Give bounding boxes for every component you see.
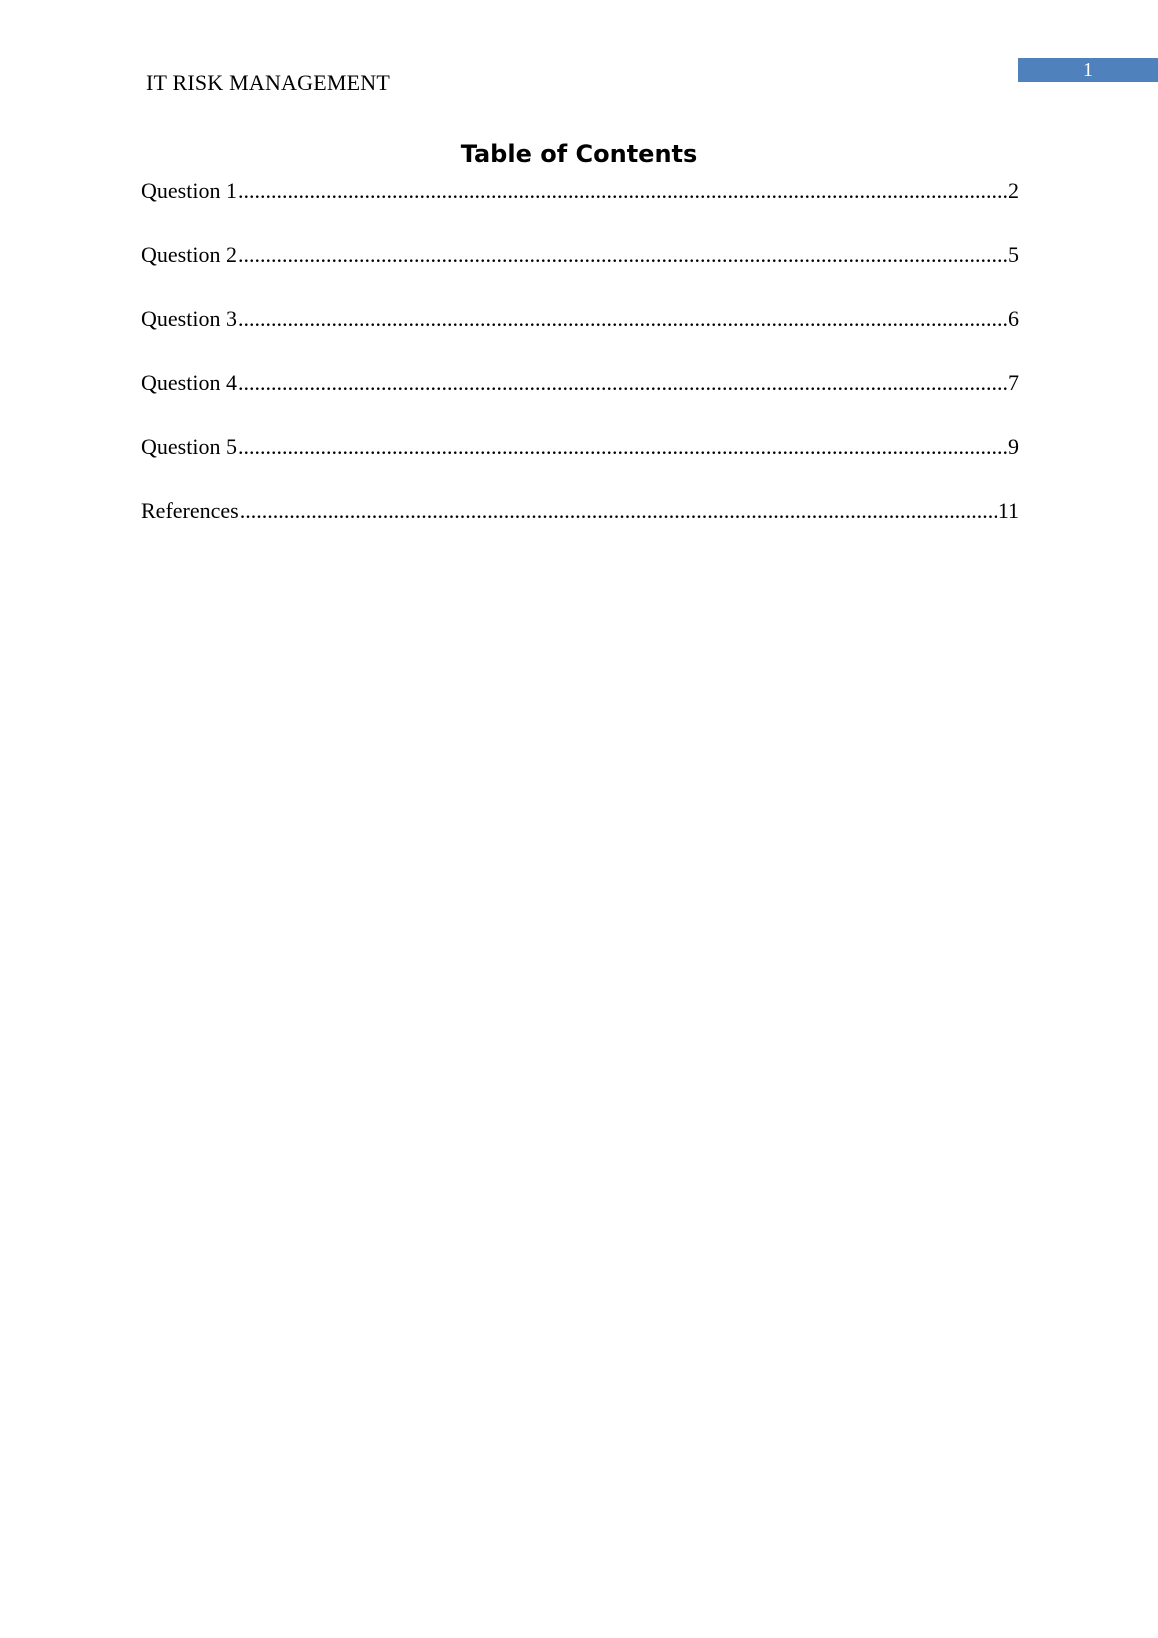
toc-entry-page: 7	[1008, 370, 1019, 395]
toc-entry-label: Question 3	[141, 306, 237, 331]
toc-entry-label: Question 1	[141, 178, 237, 203]
toc-entry-label: Question 2	[141, 242, 237, 267]
toc-entry-question-2[interactable]	[141, 238, 1019, 302]
toc-entry-page: 11	[997, 498, 1019, 523]
toc-entry-page: 5	[1008, 242, 1019, 267]
toc-dot-leader	[238, 238, 1007, 272]
toc-entry-page: 9	[1008, 434, 1019, 459]
toc-dot-leader	[238, 366, 1007, 400]
toc-entry-question-3[interactable]	[141, 302, 1019, 366]
toc-entry-label: Question 4	[141, 370, 237, 395]
toc-entry-question-1[interactable]	[141, 174, 1019, 238]
toc-dot-leader	[238, 430, 1007, 464]
toc-entry-page: 6	[1008, 306, 1019, 331]
toc-heading: Table of Contents	[460, 140, 698, 168]
toc-entry-question-4[interactable]	[141, 366, 1019, 430]
running-header-title: IT RISK MANAGEMENT	[146, 70, 390, 95]
toc-entry-references[interactable]	[141, 494, 1019, 558]
page-number-badge: 1	[1018, 58, 1158, 82]
toc-dot-leader	[238, 174, 1007, 208]
toc-entry-question-5[interactable]	[141, 430, 1019, 494]
toc-entry-label: Question 5	[141, 434, 237, 459]
toc-entry-page: 2	[1008, 178, 1019, 203]
toc-dot-leader	[238, 302, 1007, 336]
toc-dot-leader	[240, 494, 997, 528]
table-of-contents	[141, 174, 1019, 558]
toc-entry-label: References	[141, 498, 239, 523]
